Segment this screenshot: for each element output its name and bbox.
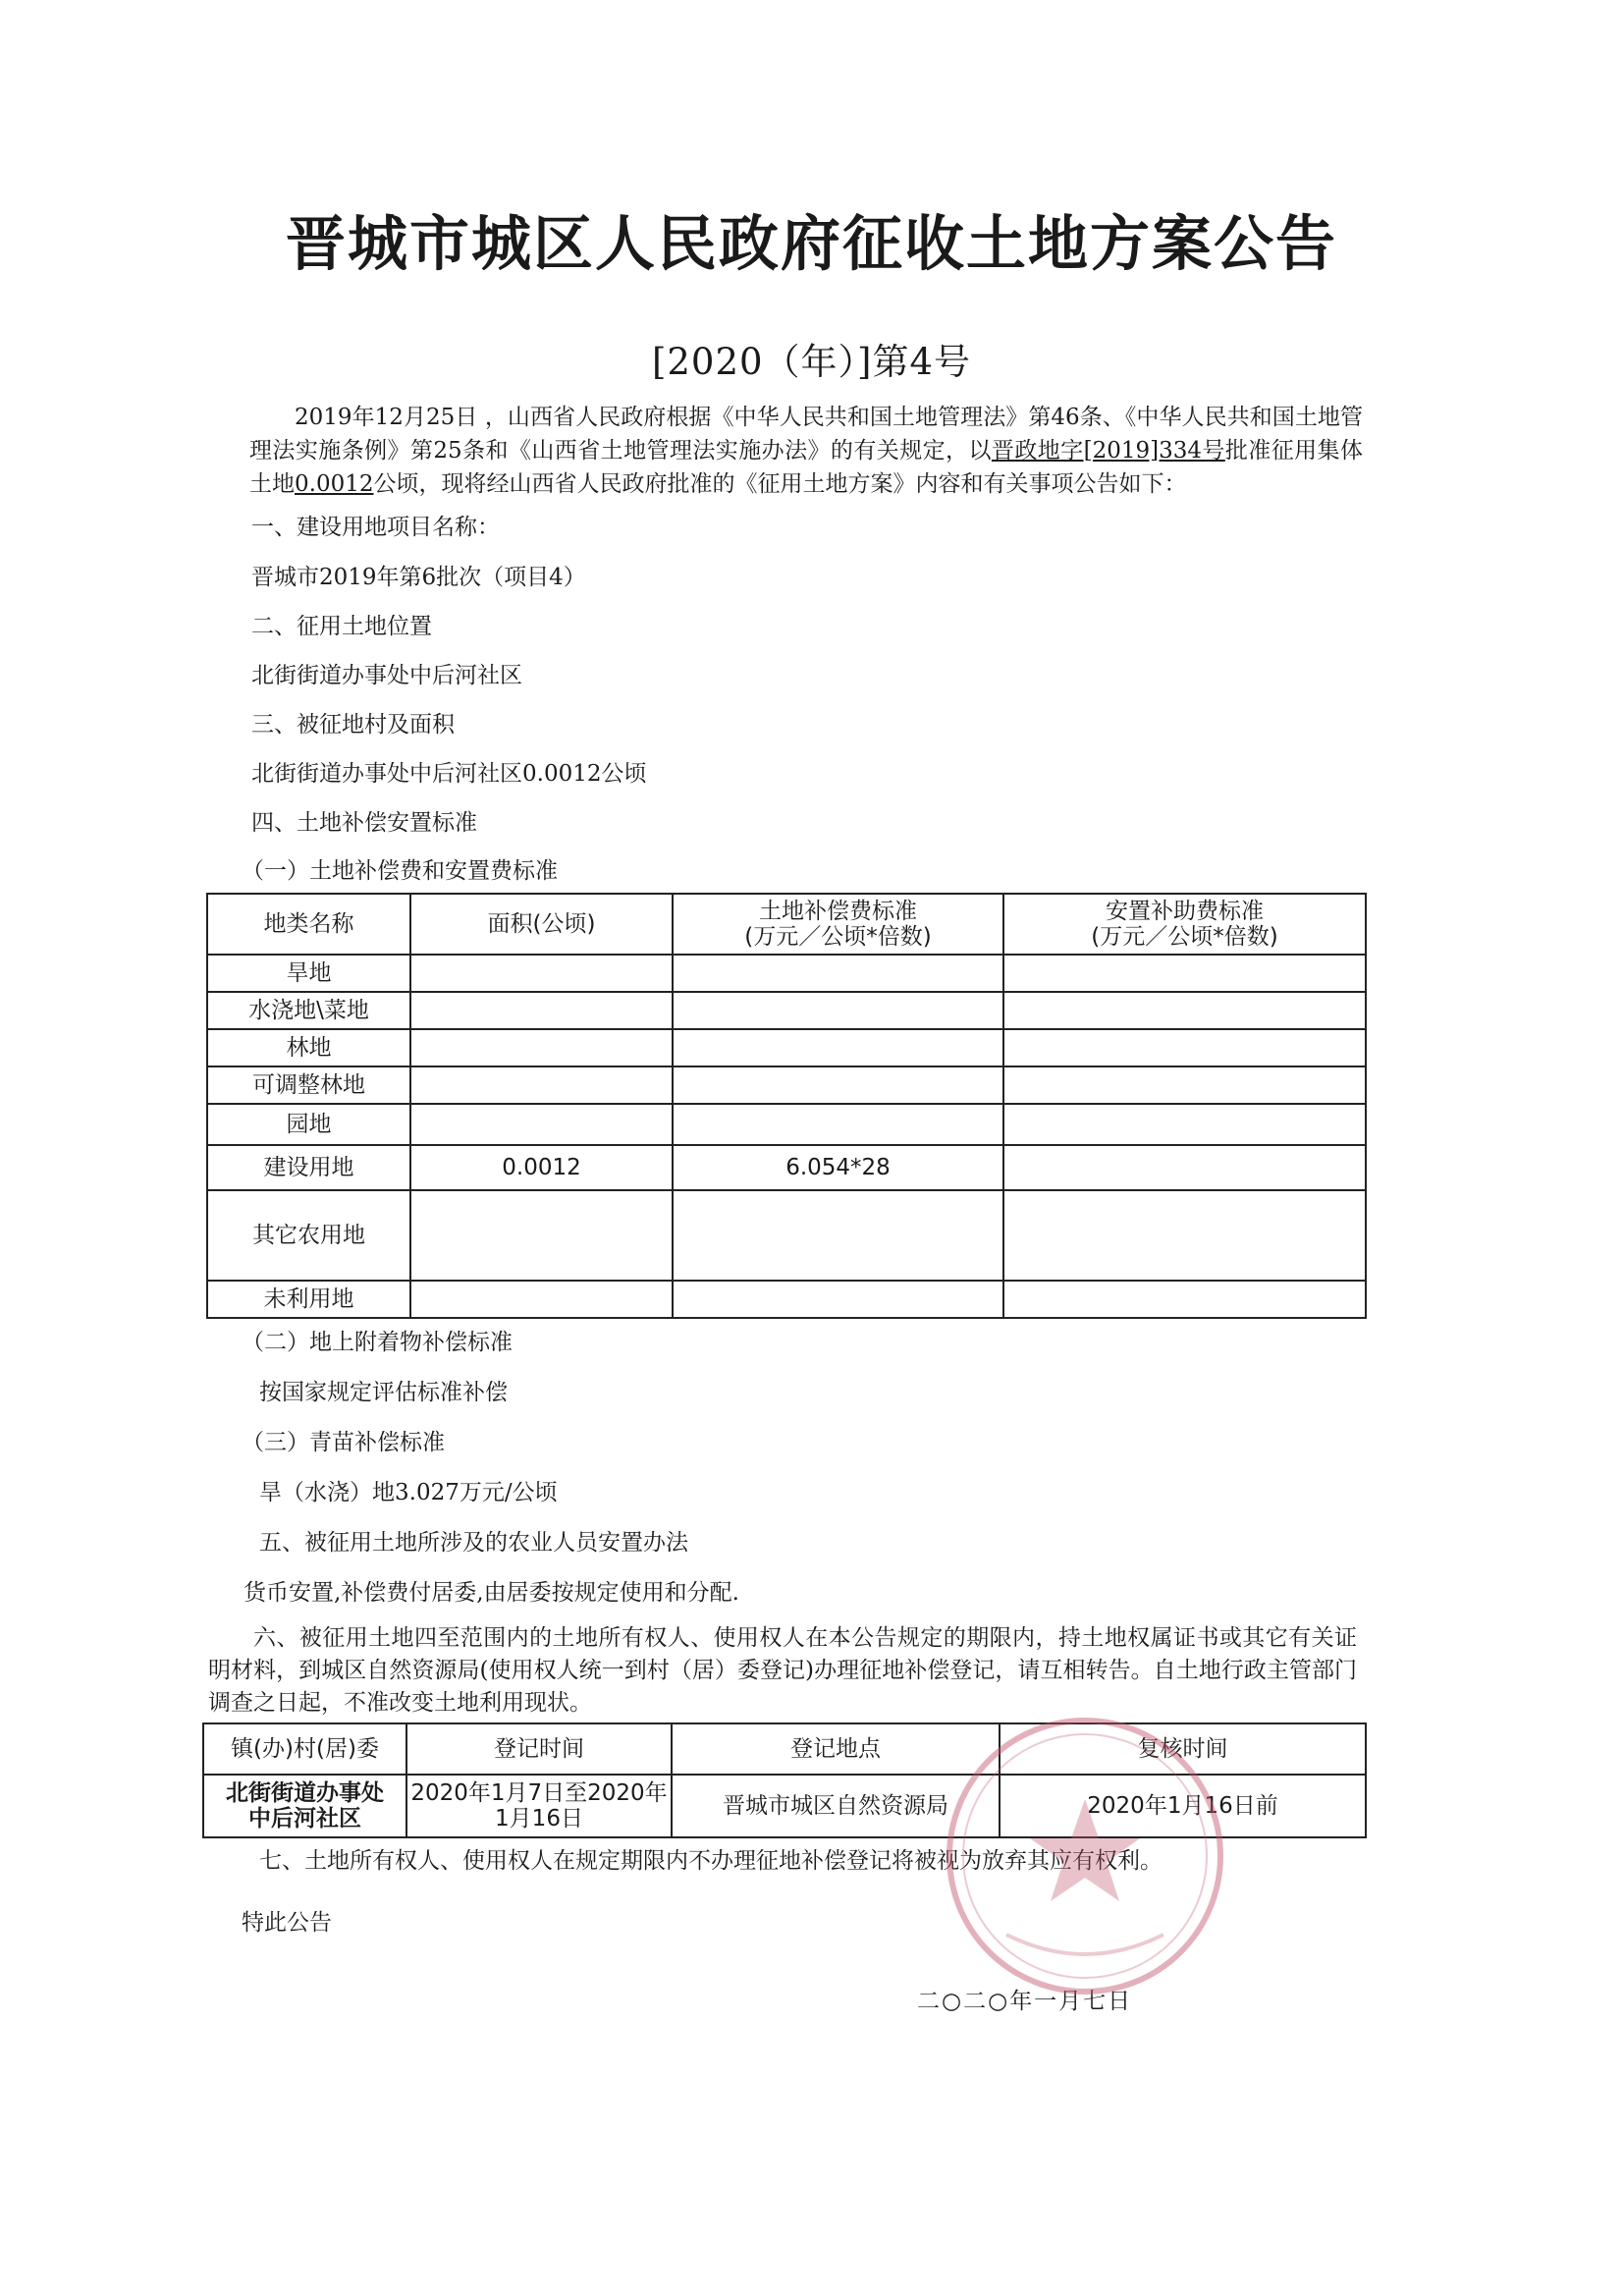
registration-table (202, 1722, 1367, 1838)
section-4-sub2: （二）地上附着物补偿标准 (242, 1330, 513, 1355)
land-type-cell: 林地 (207, 1029, 410, 1066)
section-1-heading: 一、建设用地项目名称： (251, 515, 500, 540)
area-cell (410, 955, 673, 992)
land-type-cell: 水浇地\菜地 (207, 992, 410, 1029)
intro-text-3: 公顷，现将经山西省人民政府批准的《征用土地方案》内容和有关事项公告如下： (373, 471, 1187, 497)
header-area: 面积(公顷) (410, 894, 673, 955)
settlement-cell (1003, 1029, 1366, 1066)
section-1-value: 晋城市2019年第6批次（项目4） (251, 565, 586, 590)
table-row (207, 955, 1366, 992)
table-row (207, 1190, 1366, 1281)
compensation-table (206, 893, 1367, 1319)
review-time-cell: 2020年1月16日前 (1000, 1775, 1366, 1837)
header-settlement-subsidy: 安置补助费标准 (万元／公顷*倍数) (1003, 894, 1366, 955)
land-compensation-cell (673, 992, 1003, 1029)
land-compensation-cell (673, 1281, 1003, 1318)
intro-text-1: 2019年12月25日 ，山西省人民政府根据《中华人民共和国土地管理法》第46条、《中华人民共和国土地管理法实施条例》第25条和《山西省土地管理法实施办法》的有关规定，以 (249, 405, 1363, 464)
settlement-cell (1003, 992, 1366, 1029)
land-compensation-cell (673, 1104, 1003, 1145)
approval-number: 晋政地字[2019]334号 (991, 438, 1225, 464)
settlement-cell (1003, 1145, 1366, 1190)
section-2-value: 北街街道办事处中后河社区 (251, 663, 522, 688)
registration-time-cell: 2020年1月7日至2020年 1月16日 (406, 1775, 672, 1837)
table-row (203, 1775, 1366, 1837)
header-village: 镇(办)村(居)委 (203, 1723, 406, 1775)
section-5-heading: 五、被征用土地所涉及的农业人员安置办法 (259, 1530, 688, 1556)
closing-text: 特此公告 (242, 1910, 332, 1936)
area-cell (410, 992, 673, 1029)
page-title: 晋城市城区人民政府征收土地方案公告 (285, 209, 1337, 279)
settlement-cell (1003, 1104, 1366, 1145)
area-cell (410, 1066, 673, 1104)
area-cell: 0.0012 (410, 1145, 673, 1190)
section-5-value: 货币安置,补偿费付居委,由居委按规定使用和分配. (243, 1580, 739, 1606)
village-cell: 北街街道办事处 中后河社区 (203, 1775, 406, 1837)
section-3-heading: 三、被征地村及面积 (251, 712, 455, 738)
compensation-table-header (207, 894, 1366, 955)
settlement-cell (1003, 1190, 1366, 1281)
header-review-time: 复核时间 (1000, 1723, 1366, 1775)
settlement-cell (1003, 1281, 1366, 1318)
registration-place-cell: 晋城市城区自然资源局 (672, 1775, 1000, 1837)
section-4-sub2-value: 按国家规定评估标准补偿 (259, 1380, 508, 1405)
approved-area: 0.0012 (295, 471, 374, 497)
table-row (207, 1145, 1366, 1190)
land-compensation-cell (673, 1190, 1003, 1281)
land-type-cell: 园地 (207, 1104, 410, 1145)
land-compensation-cell (673, 1029, 1003, 1066)
land-compensation-cell (673, 1066, 1003, 1104)
header-registration-place: 登记地点 (672, 1723, 1000, 1775)
land-compensation-cell: 6.054*28 (673, 1145, 1003, 1190)
header-registration-time: 登记时间 (406, 1723, 672, 1775)
section-7-text: 七、土地所有权人、使用权人在规定期限内不办理征地补偿登记将被视为放弃其应有权利。 (259, 1848, 1163, 1874)
area-cell (410, 1029, 673, 1066)
land-type-cell: 其它农用地 (207, 1190, 410, 1281)
land-type-cell: 可调整林地 (207, 1066, 410, 1104)
section-4-heading: 四、土地补偿安置标准 (251, 810, 477, 836)
table-row (207, 992, 1366, 1029)
area-cell (410, 1190, 673, 1281)
section-2-heading: 二、征用土地位置 (251, 614, 432, 639)
area-cell (410, 1281, 673, 1318)
land-type-cell: 未利用地 (207, 1281, 410, 1318)
document-number: [2020（年）]第4号 (651, 341, 972, 383)
table-row (207, 1281, 1366, 1318)
settlement-cell (1003, 955, 1366, 992)
section-4-sub3: （三）青苗补偿标准 (242, 1430, 445, 1455)
table-row (207, 1066, 1366, 1104)
table-row (207, 1104, 1366, 1145)
intro-text-2: 批准征用集体土地 (249, 438, 1363, 497)
area-cell (410, 1104, 673, 1145)
table-row (207, 1029, 1366, 1066)
land-type-cell: 建设用地 (207, 1145, 410, 1190)
section-4-sub1: （一）土地补偿费和安置费标准 (242, 858, 558, 884)
land-type-cell: 旱地 (207, 955, 410, 992)
signature-date: 二○二○年一月七日 (917, 1989, 1133, 2014)
intro-paragraph (249, 401, 1363, 501)
registration-table-header (203, 1723, 1366, 1775)
land-compensation-cell (673, 955, 1003, 992)
section-4-sub3-value: 旱（水浇）地3.027万元/公顷 (259, 1480, 558, 1505)
settlement-cell (1003, 1066, 1366, 1104)
seal-arc (1006, 1935, 1163, 1954)
header-land-type: 地类名称 (207, 894, 410, 955)
section-6-paragraph: 六、被征用土地四至范围内的土地所有权人、使用权人在本公告规定的期限内，持土地权属证书或其它有关证明材料，到城区自然资源局(使用权人统一到村（居）委登记)办理征地补偿登记，请互相转告。自土地行政主管部门调查之日起，不准改变土地利用现状。 (208, 1625, 1357, 1716)
section-3-value: 北街街道办事处中后河社区0.0012公顷 (251, 761, 647, 787)
header-land-compensation: 土地补偿费标准 (万元／公顷*倍数) (673, 894, 1003, 955)
